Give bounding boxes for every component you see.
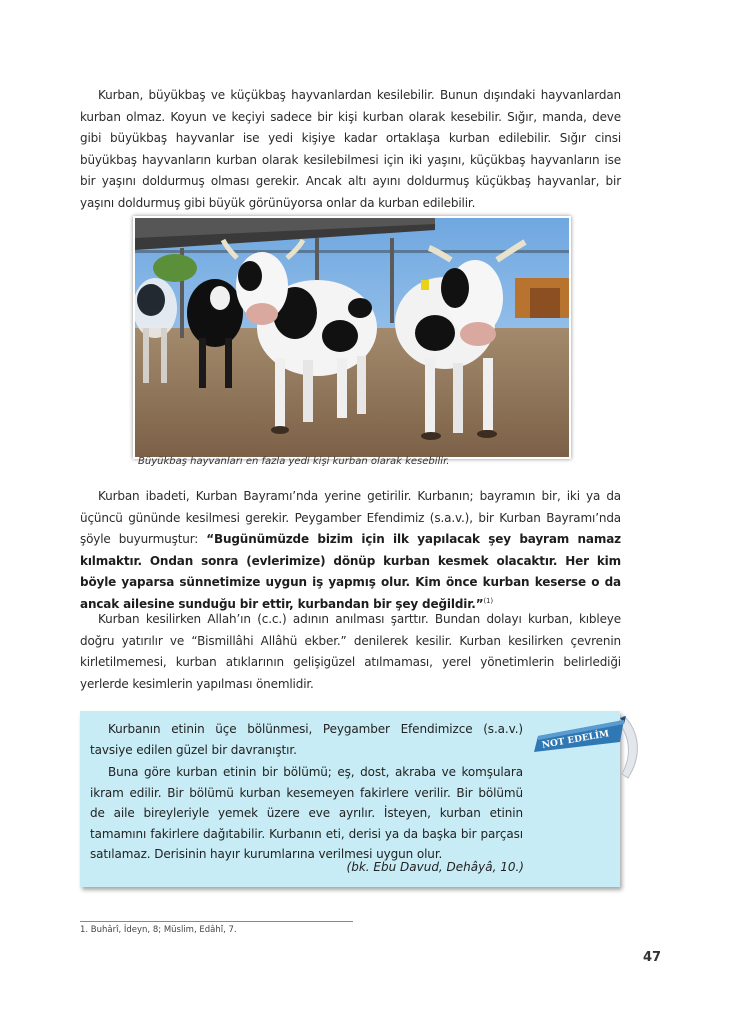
- footnote-divider: [80, 921, 353, 922]
- paragraph-intro-text: Kurban ibadeti, Kurban Bayramı’nda yerine getirilir. Kurbanın; bayramın bir, iki ya da üçüncü gününde kesilmesi gerekir. Peygamber Efendimiz (s.a.v.), bir Kurban Bayramı’nda şöyle buyurmuştur:: [80, 489, 621, 547]
- note-source: (bk. Ebu Davud, Dehâyâ, 10.): [346, 860, 524, 874]
- cattle-photo: [133, 216, 571, 459]
- paragraph-kurban-bayrami: [80, 486, 621, 616]
- note-paragraph-2: Buna göre kurban etinin bir bölümü; eş, dost, akraba ve komşulara ikram edilir. Bir bölümü kurban kesemeyen fakirlere verilir. Bir bölümü de aile bireyleriyle yemek üzere eve ayrılır. İsteyen, kurban etinin tamamını fakirlere dağıtabilir. Kurbanın eti, derisi ya da başka bir parçası satılamaz. Derisinin hayır kurumlarına verilmesi uygun olur.: [90, 765, 523, 861]
- photo-caption: Büyükbaş hayvanları en fazla yedi kişi kurban olarak kesebilir.: [138, 456, 450, 467]
- badge-label: NOT EDELİM: [541, 729, 610, 751]
- cattle-illustration: [135, 218, 569, 457]
- page-number: 47: [643, 950, 662, 965]
- paragraph-kurban-animals: Kurban, büyükbaş ve küçükbaş hayvanlardan kesilebilir. Bunun dışındaki hayvanlardan kurban olmaz. Koyun ve keçiyi sadece bir kişi kurban olarak kesebilir. Sığır, manda, deve gibi büyükbaş hayvanlar ise yedi kişiye kadar ortaklaşa kurban edilebilir. Sığır cinsi büyükbaş hayvanların kurban olarak kesilebilmesi için iki yaşını, küçükbaş hayvanların ise bir yaşını doldurmuş olması gerekir. Ancak altı ayını doldurmuş küçükbaş hayvanlar, bir yaşını doldurmuş gibi büyük görünüyorsa onlar da kurban edilebilir.: [80, 88, 621, 210]
- paragraph-slaughter-rules: Kurban kesilirken Allah’ın (c.c.) adının anılması şarttır. Bundan dolayı kurban, kıbleye doğru yatırılır ve “Bismillâhi Allâhü ekber.” denilerek kesilir. Kurban kesilirken çevrenin kirletilmemesi, kurban atıklarının gelişigüzel atılmaması, yerel yönetimlerin belirlediği yerlerde kesimlerin yapılması önemlidir.: [80, 612, 621, 691]
- note-content: [90, 719, 523, 865]
- note-paragraph-1: Kurbanın etinin üçe bölünmesi, Peygamber Efendimizce (s.a.v.) tavsiye edilen güzel bir davranıştır.: [90, 722, 523, 757]
- footnote-reference: (1): [483, 596, 493, 605]
- hadith-quote: “Bugünümüzde bizim için ilk yapılacak şey bayram namaz kılmaktır. Ondan sonra (evlerimize) dönüp kurban kesmek olacaktır. Her kim böyle yaparsa sünnetimize uygun iş yapmış olur. Kim önce kurban keserse o da ancak ailesine sunduğu bir ettir, kurbandan bir şey değildir.”: [80, 532, 622, 611]
- not-edelim-badge: [528, 712, 642, 782]
- footnote: 1. Buhârî, İdeyn, 8; Müslim, Edâhî, 7.: [80, 925, 237, 935]
